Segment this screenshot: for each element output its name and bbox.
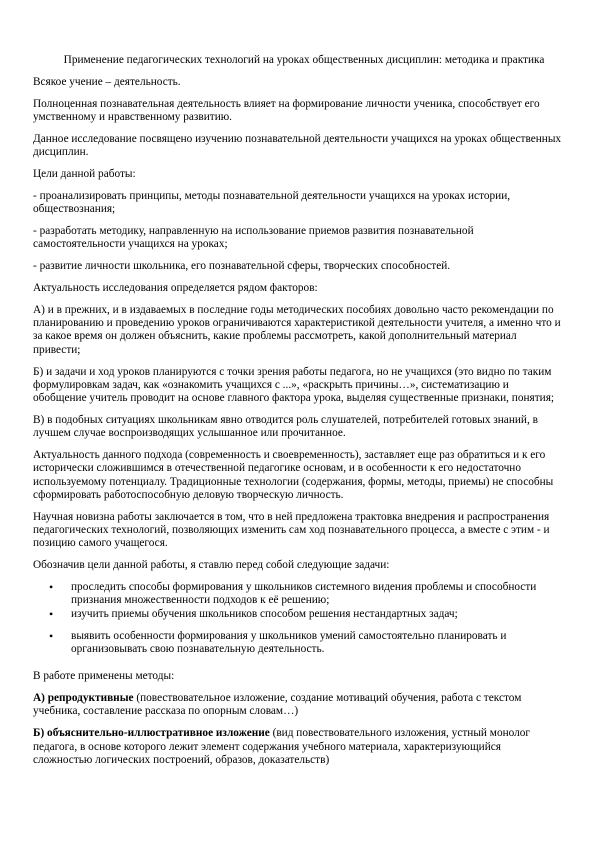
paragraph: Обозначив цели данной работы, я ставлю перед собой следующие задачи: [33, 559, 390, 572]
document-page [33, 54, 563, 776]
method-text: (вид повествовательного изложения, устный монолог педагога, в основе которого лежит элемент содержания учебного материала, характеризующийся сложностью логических построений, образов, доказательств) [33, 727, 531, 766]
paragraph: Научная новизна работы заключается в том, что в ней предложена трактовка внедрения и распространения педагогических технологий, позволяющих изменить сам ход познавательного процесса, а вместе с этим - и позицию самого учащегося. [33, 510, 550, 550]
method-text: (повествовательное изложение, создание мотиваций обучения, работа с текстом учебника, составление рассказа по опорным словам…) [33, 692, 522, 718]
list-item: • проследить способы формирования у школьников системного видения проблемы и способности признания множественности подходов к её решению; [71, 581, 563, 608]
paragraph: Актуальность исследования определяется рядом факторов: [33, 282, 318, 295]
factor-item: А) и в прежних, и в издаваемых в последние годы методических пособиях довольно часто рекомендации по планированию и проведению уроков ограничиваются характеристикой деятельности учителя, а именно что и за какое время он должен объяснить, какие проблемы рассмотреть, какой дополнительный материал привести; [33, 303, 561, 356]
document-title: Применение педагогических технологий на уроках общественных дисциплин: методика и практика [63, 54, 545, 66]
goal-item: - разработать методику, направленную на использование приемов развития познавательной самостоятельности учащихся на уроках; [33, 225, 474, 251]
paragraph: Актуальность данного подхода (современность и своевременность), заставляет еще раз обратиться и к его исторически сложившимся в отечественной педагогике основам, и в особенности к его недостаточно используемому потенциалу. Традиционные технологии (содержания, формы, методы, приемы) не способны сформировать работоспособную деловую творческую личность. [33, 449, 554, 501]
factor-item: Б) и задачи и ход уроков планируются с точки зрения работы педагога, но не учащихся (это видно по таким формулировкам задач, как «ознакомить учащихся с ...», «раскрыть причины…», систематизацию и обобщение учитель проводит на основе главного фактора урока, выделяя существенные признаки, понятия; [33, 365, 555, 405]
paragraph: Полноценная познавательная деятельность влияет на формирование личности ученика, способствует его умственному и нравственному развитию. [33, 98, 540, 124]
goal-item: - проанализировать принципы, методы познавательной деятельности учащихся на уроках истории, обществознания; [33, 190, 511, 216]
method-label: А) репродуктивные [33, 692, 134, 705]
goal-item: - развитие личности школьника, его познавательной сферы, творческих способностей. [33, 260, 451, 273]
paragraph: В работе применены методы: [33, 670, 175, 683]
list-item: • выявить особенности формирования у школьников умений самостоятельно планировать и организовывать свою познавательную деятельность. [71, 630, 563, 657]
tasks-list [33, 581, 563, 656]
paragraph: Всякое учение – деятельность. [33, 76, 181, 89]
method-label: Б) объяснительно-иллюстративное изложение [33, 727, 270, 740]
paragraph: Цели данной работы: [33, 168, 136, 181]
method-item [33, 727, 563, 767]
method-item [33, 692, 563, 719]
list-item: • изучить приемы обучения школьников способом решения нестандартных задач; [71, 608, 563, 621]
factor-item: В) в подобных ситуациях школьникам явно отводится роль слушателей, потребителей готовых знаний, в лучшем случае воспроизводящих услышанное или прочитанное. [33, 413, 538, 440]
paragraph: Данное исследование посвящено изучению познавательной деятельности учащихся на уроках общественных дисциплин. [33, 133, 562, 159]
